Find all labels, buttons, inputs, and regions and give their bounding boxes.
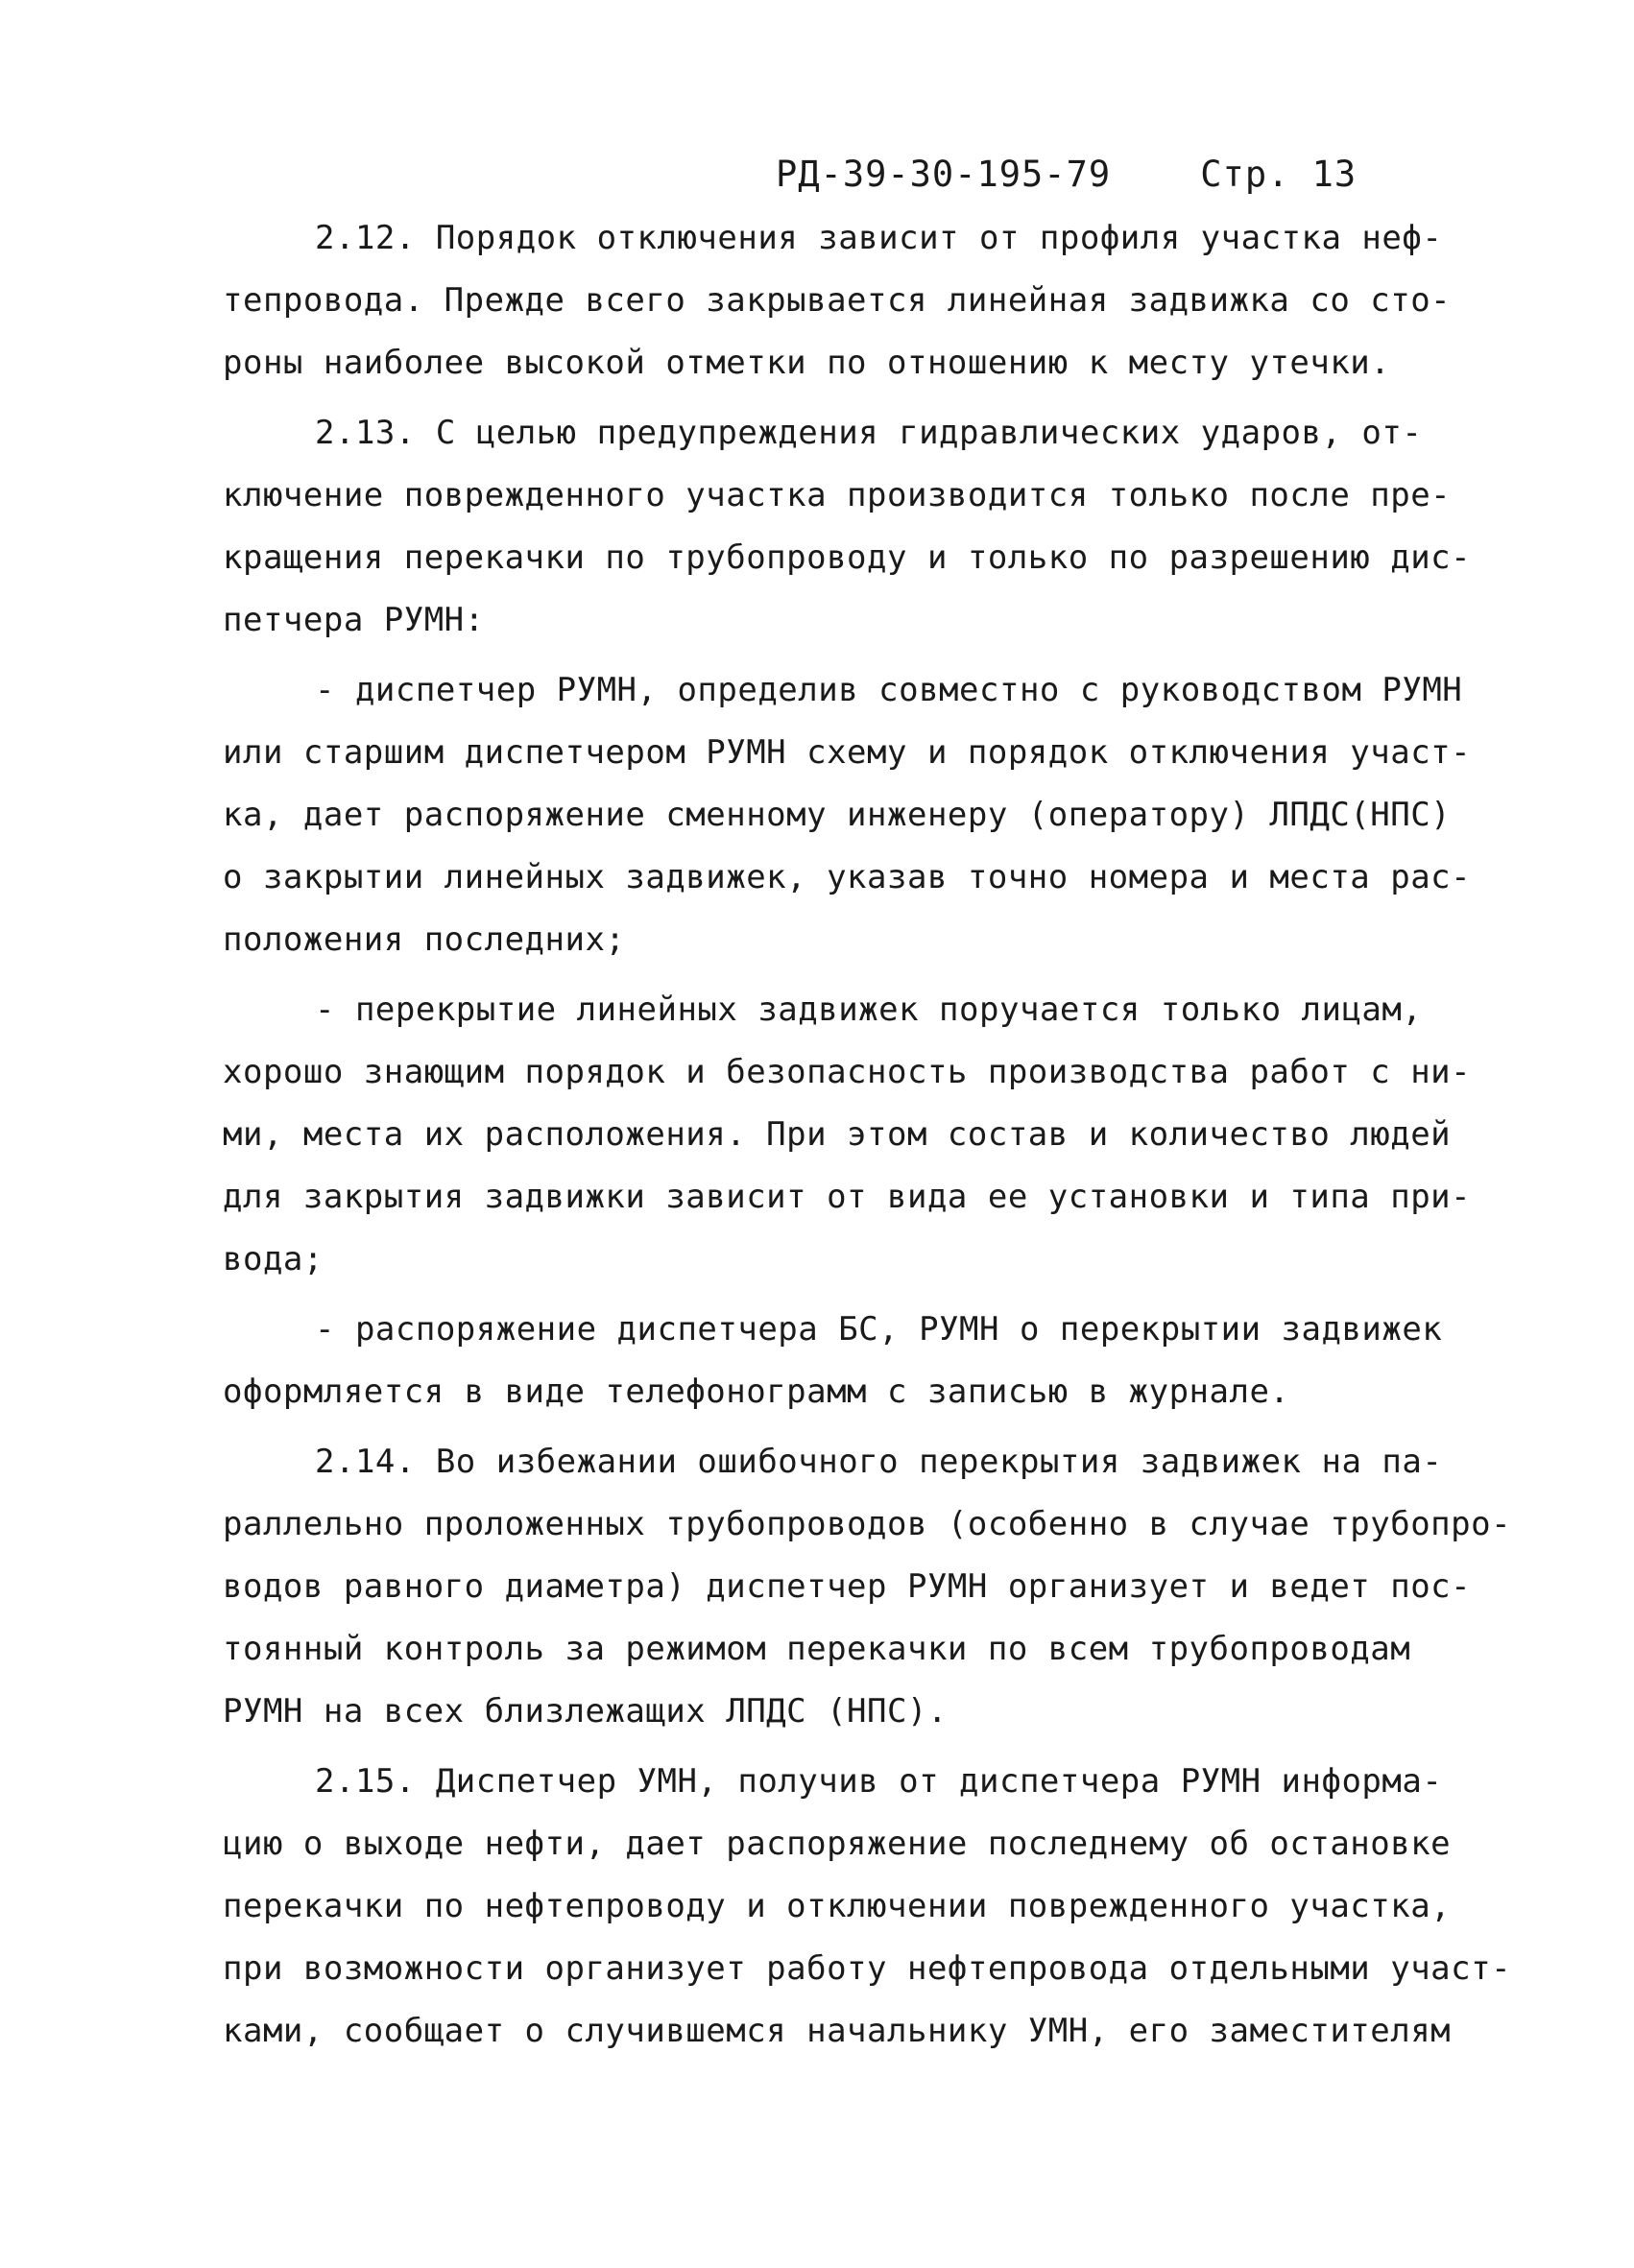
text-line: РУМН на всех близлежащих ЛПДС (НПС). bbox=[223, 1692, 948, 1731]
text-line: - диспетчер РУМН, определив совместно с руководством РУМН bbox=[315, 671, 1463, 709]
paragraph-2-15 bbox=[223, 1751, 1512, 2063]
text-line: тоянный контроль за режимом перекачки по всем трубопроводам bbox=[223, 1630, 1411, 1668]
document-body bbox=[223, 207, 1512, 2063]
text-line: для закрытия задвижки зависит от вида ее установки и типа при- bbox=[223, 1178, 1472, 1216]
text-line: раллельно проложенных трубопроводов (особенно в случае трубопро- bbox=[223, 1505, 1512, 1543]
page-number: Стр. 13 bbox=[1200, 154, 1358, 195]
text-line: - перекрытие линейных задвижек поручается только лицам, bbox=[315, 991, 1423, 1029]
page-header bbox=[776, 154, 1357, 195]
text-line: кращения перекачки по трубопроводу и только по разрешению дис- bbox=[223, 538, 1472, 577]
text-line: перекачки по нефтепроводу и отключении поврежденного участка, bbox=[223, 1887, 1452, 1925]
text-line: при возможности организует работу нефтепровода отдельными участ- bbox=[223, 1949, 1512, 1988]
paragraph-2-12 bbox=[223, 207, 1461, 394]
text-line: тепровода. Прежде всего закрывается линейная задвижка со сто- bbox=[223, 281, 1452, 320]
text-line: ми, места их расположения. При этом состав и количество людей bbox=[223, 1115, 1452, 1154]
text-line: вода; bbox=[223, 1240, 324, 1278]
text-line: водов равного диаметра) диспетчер РУМН организует и ведет пос- bbox=[223, 1567, 1472, 1606]
text-line: положения последних; bbox=[223, 920, 626, 959]
bullet-item bbox=[223, 659, 1472, 971]
text-line: хорошо знающим порядок и безопасность производства работ с ни- bbox=[223, 1053, 1472, 1091]
text-line: 2.13. С целью предупреждения гидравлических ударов, от- bbox=[315, 414, 1423, 452]
bullet-item bbox=[223, 1299, 1461, 1423]
text-line: о закрытии линейных задвижек, указав точно номера и места рас- bbox=[223, 858, 1472, 896]
paragraph-2-14 bbox=[223, 1431, 1512, 1743]
text-line: оформляется в виде телефонограмм с записью в журнале. bbox=[223, 1373, 1290, 1411]
text-line: 2.15. Диспетчер УМН, получив от диспетчера РУМН информа- bbox=[315, 1762, 1443, 1801]
text-line: 2.12. Порядок отключения зависит от профиля участка неф- bbox=[315, 219, 1443, 257]
text-line: ками, сообщает о случившемся начальнику УМН, его заместителям bbox=[223, 2012, 1452, 2050]
text-line: ключение поврежденного участка производится только после пре- bbox=[223, 476, 1452, 514]
text-line: или старшим диспетчером РУМН схему и порядок отключения участ- bbox=[223, 733, 1472, 772]
text-line: ка, дает распоряжение сменному инженеру (оператору) ЛПДС(НПС) bbox=[223, 796, 1452, 834]
bullet-item bbox=[223, 979, 1472, 1291]
document-code: РД-39-30-195-79 bbox=[776, 154, 1112, 195]
text-line: петчера РУМН: bbox=[223, 601, 485, 639]
text-line: цию о выходе нефти, дает распоряжение последнему об остановке bbox=[223, 1825, 1452, 1863]
text-line: роны наиболее высокой отметки по отношению к месту утечки. bbox=[223, 344, 1391, 382]
paragraph-2-13 bbox=[223, 402, 1472, 652]
text-line: - распоряжение диспетчера БС, РУМН о перекрытии задвижек bbox=[315, 1310, 1443, 1349]
text-line: 2.14. Во избежании ошибочного перекрытия задвижек на па- bbox=[315, 1443, 1443, 1481]
